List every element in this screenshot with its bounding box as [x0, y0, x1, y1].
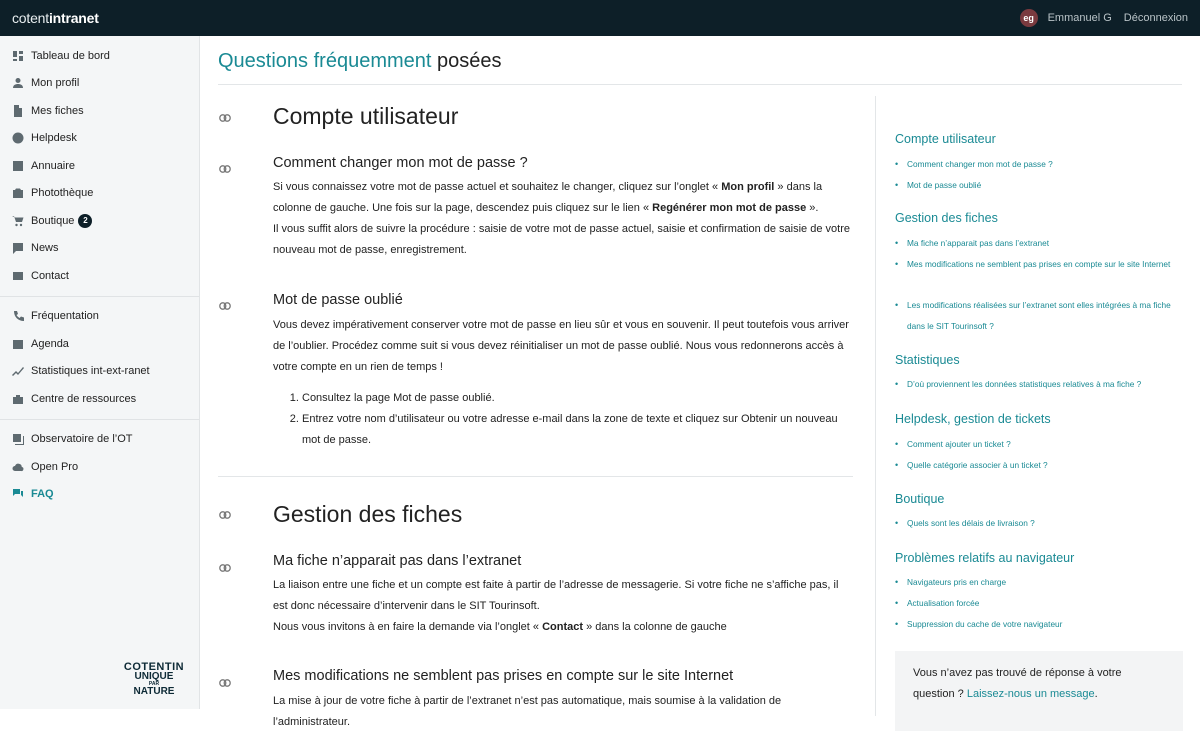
toc-link-label: Mes modifications ne semblent pas prises en compte sur le site Internet [907, 259, 1171, 269]
answer-text: Si vous connaissez votre mot de passe actuel et souhaitez le changer, cliquez sur l’onglet « Mon profil » dans la colonne de gauche. Une fois sur la page, descendez puis cliquez sur le lien « Regénérer mon mot de passe ». Il vous suffit alors de suivre la procédure : saisie de votre mot de passe actuel, saisie et confirmation de saisie de votre nouveau mot de passe, enregistrement. [273, 181, 850, 256]
toc-link[interactable] [895, 455, 1185, 476]
toc-link-label: Ma fiche n’apparait pas dans l’extranet [907, 238, 1050, 248]
toc-link[interactable] [895, 175, 1185, 196]
toc-link[interactable] [895, 154, 1185, 175]
brand-logo[interactable]: cotentintranet [12, 10, 99, 26]
toc-section-title[interactable]: Boutique [895, 492, 945, 506]
sidebar-item-centre-de-ressources[interactable] [0, 385, 199, 413]
sidebar-item-label: FAQ [31, 488, 54, 501]
toc-link[interactable] [895, 434, 1185, 455]
toc-link[interactable] [895, 374, 1185, 395]
sidebar-item-label: Contact [31, 269, 69, 282]
section-title-fiches: Gestion des fiches [273, 501, 463, 527]
library-icon [12, 433, 24, 445]
sidebar-item-phototh-que[interactable] [0, 180, 199, 208]
mail-icon [12, 270, 24, 282]
toc-section-title[interactable]: Helpdesk, gestion de tickets [895, 412, 1051, 426]
sidebar-item-annuaire[interactable] [0, 152, 199, 180]
briefcase-icon [12, 393, 24, 405]
logout-link[interactable]: Déconnexion [1123, 12, 1188, 24]
toc-link-label: Suppression du cache de votre navigateur [907, 619, 1063, 629]
steps-list [288, 388, 854, 451]
question-title: Ma fiche n’apparait pas dans l’extranet [273, 553, 522, 569]
cloud-icon [12, 461, 24, 473]
anchor-link-icon[interactable] [219, 297, 231, 305]
toc-section-title[interactable]: Compte utilisateur [895, 132, 996, 146]
question-title: Comment changer mon mot de passe ? [273, 155, 528, 171]
anchor-link-icon[interactable] [219, 109, 231, 117]
sidebar-item-helpdesk[interactable] [0, 125, 199, 153]
sidebar-item-label: Boutique [31, 214, 75, 227]
person-icon [12, 77, 24, 89]
sidebar-item-statistiques-int-ext-ranet[interactable] [0, 358, 199, 386]
sidebar-group-other [0, 420, 199, 515]
avatar[interactable]: eg [1020, 9, 1038, 27]
phone-forward-icon [12, 310, 24, 322]
title-divider [218, 84, 1182, 85]
sidebar-item-boutique[interactable] [0, 207, 199, 235]
sidebar-item-agenda[interactable] [0, 330, 199, 358]
question-title: Mes modifications ne semblent pas prises en compte sur le site Internet [273, 668, 734, 684]
user-area [1020, 9, 1188, 27]
bullet-icon: • [895, 180, 899, 190]
sidebar [0, 36, 200, 709]
toc-link-label: Les modifications réalisées sur l’extranet sont elles intégrées à ma fiche dans le SIT Tourinsoft ? [907, 300, 1171, 331]
sidebar-item-label: Centre de ressources [31, 392, 137, 405]
cart-count-badge: 2 [78, 214, 92, 228]
answer-text: La liaison entre une fiche et un compte est faite à partir de l’adresse de messagerie. Si votre fiche ne s’affiche pas, il est donc nécessaire d’intervenir dans le SIT Tourinsoft. Nous vous invitons à en faire la demande via l’onglet « Contact » dans la colonne de gauche [273, 579, 839, 633]
news-icon [12, 242, 24, 254]
toc-link-label: Comment ajouter un ticket ? [907, 439, 1011, 449]
bullet-icon: • [895, 439, 899, 449]
bullet-icon: • [895, 518, 899, 528]
leave-message-link[interactable]: Laissez-nous un message [966, 688, 1095, 700]
help-box: Vous n’avez pas trouvé de réponse à votre question ? Laissez-nous un message. [895, 651, 1183, 731]
list-item: 1. Consultez la page Mot de passe oublié. [302, 388, 854, 409]
toc-link[interactable] [895, 572, 1185, 593]
sidebar-item-fr-quentation[interactable] [0, 303, 199, 331]
sidebar-group-main [0, 36, 199, 297]
bullet-icon: • [895, 460, 899, 470]
sidebar-item-label: Helpdesk [31, 132, 77, 145]
anchor-link-icon[interactable] [219, 160, 231, 168]
section-divider [218, 476, 853, 477]
bullet-icon: • [895, 598, 899, 608]
sidebar-item-mon-profil[interactable] [0, 70, 199, 98]
toc-section-title[interactable]: Problèmes relatifs au navigateur [895, 551, 1075, 565]
anchor-link-icon[interactable] [219, 674, 231, 682]
sidebar-item-label: Statistiques int-ext-ranet [31, 365, 150, 378]
bullet-icon: • [895, 379, 899, 389]
contact-card-icon [12, 160, 24, 172]
chart-line-icon [12, 365, 24, 377]
toc-link[interactable] [895, 513, 1185, 534]
toc-link[interactable] [895, 614, 1185, 635]
sidebar-item-label: Photothèque [31, 187, 94, 200]
toc-link-label: Comment changer mon mot de passe ? [907, 159, 1053, 169]
table-of-contents [875, 96, 1200, 716]
toc-link-label: D’où proviennent les données statistiques relatives à ma fiche ? [907, 379, 1142, 389]
answer-text: Vous devez impérativement conserver votre mot de passe en lieu sûr et vous en souvenir. Il peut toutefois vous arriver de l’oublier. Procédez comme suit si vous devez réinitialiser un mot de passe oublié. Nous vous redonnerons accès à votre compte en un rien de temps ! [273, 319, 849, 373]
question-title: Mot de passe oublié [273, 292, 403, 308]
anchor-link-icon[interactable] [219, 559, 231, 567]
section-title-compte: Compte utilisateur [273, 103, 459, 129]
bullet-icon: • [895, 619, 899, 629]
cart-icon [12, 215, 24, 227]
bullet-icon: • [895, 238, 899, 248]
bullet-icon: • [895, 577, 899, 587]
toc-link[interactable] [895, 593, 1185, 614]
sidebar-item-label: Agenda [31, 337, 69, 350]
top-bar [0, 0, 1200, 36]
sidebar-item-label: Annuaire [31, 159, 76, 172]
toc-link-label: Navigateurs pris en charge [907, 577, 1007, 587]
sidebar-item-label: Mon profil [31, 77, 80, 90]
toc-link-label: Actualisation forcée [907, 598, 980, 608]
user-name-link[interactable]: Emmanuel G [1047, 12, 1112, 24]
forum-icon [12, 488, 24, 500]
toc-link[interactable] [895, 295, 1185, 337]
calendar-icon [12, 338, 24, 350]
sidebar-item-label: Fréquentation [31, 310, 99, 323]
toc-link-label: Mot de passe oublié [907, 180, 982, 190]
page-title: Questions fréquemment posées [218, 50, 502, 72]
anchor-link-icon[interactable] [219, 506, 231, 514]
sidebar-item-tableau-de-bord[interactable] [0, 42, 199, 70]
bullet-icon: • [895, 259, 899, 269]
bullet-icon: • [895, 300, 899, 310]
dashboard-icon [12, 50, 24, 62]
sidebar-item-label: Mes fiches [31, 104, 84, 117]
sidebar-item-label: Open Pro [31, 460, 79, 473]
toc-link-label: Quels sont les délais de livraison ? [907, 518, 1035, 528]
sidebar-group-tools [0, 297, 199, 420]
cotentin-logo: COTENTIN UNIQUE PAR NATURE [123, 661, 185, 697]
sidebar-item-label: Observatoire de l’OT [31, 433, 133, 446]
camera-icon [12, 187, 24, 199]
help-icon [12, 132, 24, 144]
sidebar-item-mes-fiches[interactable] [0, 97, 199, 125]
sidebar-item-label: Tableau de bord [31, 49, 110, 62]
sidebar-item-contact[interactable] [0, 262, 199, 290]
toc-section-title[interactable]: Statistiques [895, 353, 960, 367]
sidebar-item-open-pro[interactable] [0, 453, 199, 481]
toc-link[interactable] [895, 254, 1185, 275]
bullet-icon: • [895, 159, 899, 169]
sidebar-item-faq[interactable] [0, 481, 199, 509]
toc-section-title[interactable]: Gestion des fiches [895, 211, 998, 225]
list-item: 2. Entrez votre nom d’utilisateur ou votre adresse e-mail dans la zone de texte et cliquez sur Obtenir un nouveau mot de passe. [302, 409, 854, 451]
sidebar-item-observatoire-de-l-ot[interactable] [0, 426, 199, 454]
answer-text: La mise à jour de votre fiche à partir de l’extranet n’est pas automatique, mais soumise à la validation de l’administrateur. [273, 695, 782, 728]
main-content [200, 36, 1200, 728]
toc-link-label: Quelle catégorie associer à un ticket ? [907, 460, 1048, 470]
sidebar-item-news[interactable] [0, 235, 199, 263]
sidebar-item-label: News [31, 242, 59, 255]
document-icon [12, 105, 24, 117]
toc-link[interactable] [895, 233, 1185, 254]
